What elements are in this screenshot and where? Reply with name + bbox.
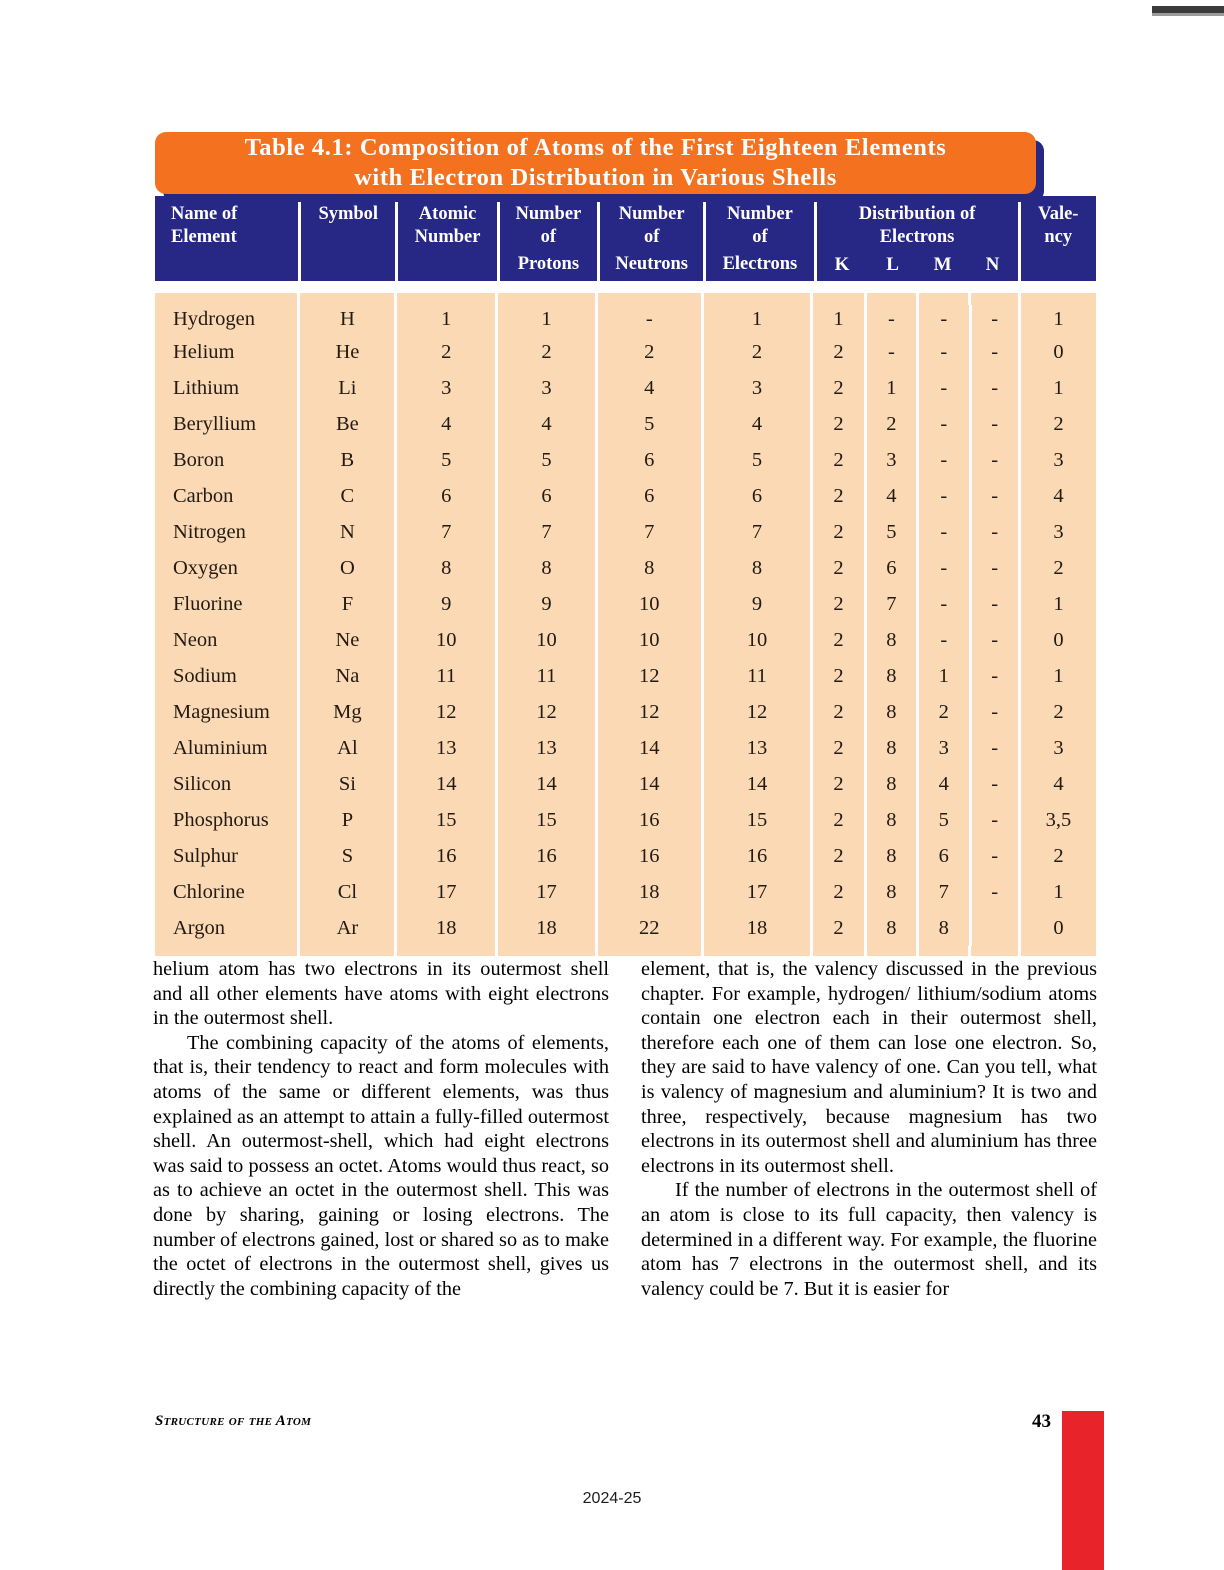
header-electrons-line2: of <box>752 227 768 247</box>
cell-l: 8 <box>867 766 916 802</box>
cell-name: Neon <box>155 622 297 658</box>
cell-valency: 1 <box>1021 305 1096 334</box>
header-number-of-protons <box>500 196 597 281</box>
cell-atomic: 14 <box>397 766 495 802</box>
cell-k: 2 <box>813 802 863 838</box>
right-paragraph-1: element, that is, the valency discussed in the previous chapter. For example, hydrogen/ lithium/sodium atoms contain one electron each in their outermost shell, therefore each one of them can lose one electron. So, they are said to have valency of one. Can you tell, what is valency of magnesium and aluminium? It is two and three, respectively, because magnesium has two electrons in its outermost shell and aluminium has three electrons in its outermost shell. <box>641 958 1097 1177</box>
cell-electrons: 14 <box>704 766 811 802</box>
cell-atomic: 16 <box>397 838 495 874</box>
cell-name: Chlorine <box>155 874 297 910</box>
cell-n: - <box>972 586 1018 622</box>
cell-valency: 3 <box>1021 730 1096 766</box>
cell-symbol: Ne <box>300 622 394 658</box>
cell-neutrons: 5 <box>598 406 701 442</box>
cell-atomic: 17 <box>397 874 495 910</box>
cell-m: - <box>919 586 968 622</box>
cell-valency: 3,5 <box>1021 802 1096 838</box>
cell-l: 4 <box>867 478 916 514</box>
cell-atomic: 1 <box>397 305 495 334</box>
cell-valency: 4 <box>1021 766 1096 802</box>
cell-protons: 5 <box>498 442 595 478</box>
table-title-line2: with Electron Distribution in Various Shells <box>354 164 837 191</box>
cell-l: 8 <box>867 658 916 694</box>
cell-atomic: 13 <box>397 730 495 766</box>
cell-valency: 1 <box>1021 586 1096 622</box>
footer-chapter-title: Structure of the Atom <box>155 1413 312 1429</box>
cell-neutrons: 18 <box>598 874 701 910</box>
cell-electrons: 16 <box>704 838 811 874</box>
cell-valency: 0 <box>1021 622 1096 658</box>
cell-l: 8 <box>867 802 916 838</box>
cell-name: Argon <box>155 910 297 946</box>
cell-protons: 3 <box>498 370 595 406</box>
cell-symbol: Be <box>300 406 394 442</box>
cell-name: Beryllium <box>155 406 297 442</box>
cell-l: 8 <box>867 622 916 658</box>
cell-atomic: 3 <box>397 370 495 406</box>
cell-l: 8 <box>867 730 916 766</box>
header-electrons-line3: Electrons <box>722 254 798 274</box>
cell-protons: 11 <box>498 658 595 694</box>
cell-m: 3 <box>919 730 968 766</box>
cell-n: - <box>972 514 1018 550</box>
cell-name: Nitrogen <box>155 514 297 550</box>
cell-name: Magnesium <box>155 694 297 730</box>
cell-k: 2 <box>813 370 863 406</box>
cell-k: 2 <box>813 586 863 622</box>
cell-k: 2 <box>813 658 863 694</box>
cell-protons: 10 <box>498 622 595 658</box>
table-row <box>155 586 1096 622</box>
cell-protons: 13 <box>498 730 595 766</box>
header-name-line2: Element <box>171 227 237 247</box>
cell-electrons: 11 <box>704 658 811 694</box>
cell-neutrons: 6 <box>598 478 701 514</box>
scan-artifact-bar-light <box>1152 13 1224 16</box>
cell-electrons: 9 <box>704 586 811 622</box>
cell-protons: 16 <box>498 838 595 874</box>
cell-k: 2 <box>813 442 863 478</box>
cell-valency: 2 <box>1021 406 1096 442</box>
header-distribution-of-electrons <box>817 196 1018 281</box>
cell-atomic: 5 <box>397 442 495 478</box>
cell-name: Helium <box>155 334 297 370</box>
cell-atomic: 18 <box>397 910 495 946</box>
cell-name: Aluminium <box>155 730 297 766</box>
footer-page-number: 43 <box>1032 1411 1051 1432</box>
cell-protons: 9 <box>498 586 595 622</box>
cell-m: - <box>919 334 968 370</box>
header-symbol <box>301 196 395 281</box>
header-valency-line2: ncy <box>1044 227 1073 247</box>
cell-m: 4 <box>919 766 968 802</box>
cell-neutrons: 10 <box>598 586 701 622</box>
cell-n <box>972 910 1018 946</box>
cell-valency: 3 <box>1021 442 1096 478</box>
table-row <box>155 838 1096 874</box>
table-body <box>155 281 1096 966</box>
table-row <box>155 730 1096 766</box>
cell-n: - <box>972 550 1018 586</box>
cell-electrons: 6 <box>704 478 811 514</box>
cell-symbol: Mg <box>300 694 394 730</box>
table-body-top-pad <box>155 293 1096 305</box>
header-distribution-line1: Distribution of <box>858 204 976 224</box>
cell-name: Hydrogen <box>155 305 297 334</box>
cell-k: 2 <box>813 838 863 874</box>
text-column-right <box>641 957 1097 1301</box>
cell-symbol: P <box>300 802 394 838</box>
cell-valency: 3 <box>1021 514 1096 550</box>
cell-k: 2 <box>813 406 863 442</box>
cell-name: Sulphur <box>155 838 297 874</box>
cell-atomic: 9 <box>397 586 495 622</box>
cell-l: - <box>867 305 916 334</box>
cell-atomic: 10 <box>397 622 495 658</box>
header-symbol-label: Symbol <box>318 204 379 224</box>
cell-atomic: 7 <box>397 514 495 550</box>
cell-electrons: 17 <box>704 874 811 910</box>
cell-neutrons: 12 <box>598 658 701 694</box>
header-number-of-electrons <box>706 196 813 281</box>
cell-electrons: 18 <box>704 910 811 946</box>
cell-valency: 0 <box>1021 910 1096 946</box>
cell-neutrons: 14 <box>598 766 701 802</box>
cell-n: - <box>972 658 1018 694</box>
cell-protons: 1 <box>498 305 595 334</box>
header-protons-line1: Number <box>515 204 582 224</box>
table-row <box>155 442 1096 478</box>
cell-k: 1 <box>813 305 863 334</box>
table-row <box>155 334 1096 370</box>
cell-n: - <box>972 766 1018 802</box>
article-body <box>153 957 1097 1301</box>
cell-protons: 4 <box>498 406 595 442</box>
cell-l: 1 <box>867 370 916 406</box>
cell-symbol: Li <box>300 370 394 406</box>
cell-l: 8 <box>867 910 916 946</box>
header-neutrons-line2: of <box>643 227 660 247</box>
cell-symbol: C <box>300 478 394 514</box>
cell-k: 2 <box>813 334 863 370</box>
cell-symbol: F <box>300 586 394 622</box>
table-row <box>155 802 1096 838</box>
cell-electrons: 7 <box>704 514 811 550</box>
cell-k: 2 <box>813 730 863 766</box>
table-4-1 <box>155 132 1096 966</box>
cell-neutrons: 6 <box>598 442 701 478</box>
left-paragraph-2: The combining capacity of the atoms of elements, that is, their tendency to react and form molecules with atoms of the same or different elements, was thus explained as an attempt to attain a fully-filled outermost shell. An outermost-shell, which had eight electrons was said to possess an octet. Atoms would thus react, so as to achieve an octet in the outermost shell. This was done by sharing, gaining or losing electrons. The number of electrons gained, lost or shared so as to make the octet of electrons in the outermost shell, gives us directly the combining capacity of the <box>153 1031 609 1300</box>
cell-atomic: 8 <box>397 550 495 586</box>
cell-protons: 12 <box>498 694 595 730</box>
table-row <box>155 694 1096 730</box>
cell-atomic: 2 <box>397 334 495 370</box>
cell-protons: 2 <box>498 334 595 370</box>
cell-symbol: Na <box>300 658 394 694</box>
cell-symbol: Al <box>300 730 394 766</box>
cell-n: - <box>972 442 1018 478</box>
cell-valency: 2 <box>1021 694 1096 730</box>
cell-m: - <box>919 305 968 334</box>
cell-m: - <box>919 370 968 406</box>
table-row <box>155 874 1096 910</box>
cell-n: - <box>972 622 1018 658</box>
header-name-of-element <box>155 196 298 281</box>
cell-l: 7 <box>867 586 916 622</box>
cell-electrons: 4 <box>704 406 811 442</box>
cell-neutrons: 22 <box>598 910 701 946</box>
cell-k: 2 <box>813 622 863 658</box>
cell-valency: 1 <box>1021 370 1096 406</box>
cell-l: 2 <box>867 406 916 442</box>
cell-symbol: He <box>300 334 394 370</box>
cell-l: - <box>867 334 916 370</box>
table-row <box>155 478 1096 514</box>
cell-m: - <box>919 622 968 658</box>
cell-name: Carbon <box>155 478 297 514</box>
table-body-bottom-pad <box>155 946 1096 956</box>
cell-valency: 4 <box>1021 478 1096 514</box>
header-distribution-line2: Electrons <box>879 227 955 247</box>
cell-neutrons: 14 <box>598 730 701 766</box>
cell-protons: 6 <box>498 478 595 514</box>
header-neutrons-line3: Neutrons <box>615 254 688 274</box>
cell-electrons: 10 <box>704 622 811 658</box>
scan-artifact-bar <box>1152 6 1224 13</box>
cell-atomic: 6 <box>397 478 495 514</box>
table-title-wrapper <box>155 132 1036 194</box>
cell-protons: 17 <box>498 874 595 910</box>
cell-electrons: 12 <box>704 694 811 730</box>
cell-valency: 1 <box>1021 658 1096 694</box>
cell-protons: 7 <box>498 514 595 550</box>
cell-symbol: Cl <box>300 874 394 910</box>
header-valency-line1: Vale- <box>1038 204 1079 224</box>
table-row <box>155 305 1096 334</box>
cell-atomic: 4 <box>397 406 495 442</box>
cell-m: 7 <box>919 874 968 910</box>
cell-name: Phosphorus <box>155 802 297 838</box>
cell-m: - <box>919 478 968 514</box>
cell-protons: 14 <box>498 766 595 802</box>
cell-atomic: 11 <box>397 658 495 694</box>
cell-neutrons: 7 <box>598 514 701 550</box>
cell-l: 5 <box>867 514 916 550</box>
cell-n: - <box>972 838 1018 874</box>
cell-l: 8 <box>867 838 916 874</box>
header-shell-l: L <box>886 254 899 275</box>
table-title <box>155 132 1036 194</box>
cell-name: Lithium <box>155 370 297 406</box>
cell-atomic: 12 <box>397 694 495 730</box>
text-column-left <box>153 957 609 1301</box>
header-shell-n: N <box>985 254 1000 275</box>
cell-neutrons: 4 <box>598 370 701 406</box>
table-row <box>155 658 1096 694</box>
cell-m: 1 <box>919 658 968 694</box>
cell-neutrons: 10 <box>598 622 701 658</box>
cell-neutrons: 2 <box>598 334 701 370</box>
cell-n: - <box>972 305 1018 334</box>
cell-n: - <box>972 478 1018 514</box>
cell-name: Oxygen <box>155 550 297 586</box>
cell-n: - <box>972 406 1018 442</box>
header-atomic-line2: Number <box>414 227 481 247</box>
cell-l: 3 <box>867 442 916 478</box>
table-row <box>155 406 1096 442</box>
header-name-line1: Name of <box>171 204 238 224</box>
cell-m: - <box>919 442 968 478</box>
cell-m: 2 <box>919 694 968 730</box>
cell-k: 2 <box>813 874 863 910</box>
header-number-of-neutrons <box>600 196 703 281</box>
cell-symbol: B <box>300 442 394 478</box>
right-paragraph-2: If the number of electrons in the outermost shell of an atom is close to its full capacity, then valency is determined in a different way. For example, the fluorine atom has 7 electrons in the outermost shell, and its valency could be 7. But it is easier for <box>641 1179 1097 1300</box>
cell-name: Fluorine <box>155 586 297 622</box>
cell-neutrons: 12 <box>598 694 701 730</box>
header-atomic-number <box>398 196 496 281</box>
cell-name: Boron <box>155 442 297 478</box>
cell-protons: 18 <box>498 910 595 946</box>
table-row <box>155 910 1096 946</box>
cell-name: Silicon <box>155 766 297 802</box>
cell-m: - <box>919 406 968 442</box>
header-valency <box>1021 196 1096 281</box>
cell-electrons: 5 <box>704 442 811 478</box>
cell-symbol: S <box>300 838 394 874</box>
cell-l: 8 <box>867 874 916 910</box>
cell-symbol: Ar <box>300 910 394 946</box>
cell-electrons: 13 <box>704 730 811 766</box>
cell-valency: 2 <box>1021 838 1096 874</box>
cell-k: 2 <box>813 694 863 730</box>
header-protons-line3: Protons <box>517 254 580 274</box>
table-row <box>155 622 1096 658</box>
cell-electrons: 8 <box>704 550 811 586</box>
cell-l: 6 <box>867 550 916 586</box>
cell-electrons: 2 <box>704 334 811 370</box>
cell-n: - <box>972 802 1018 838</box>
table-row <box>155 370 1096 406</box>
cell-m: 6 <box>919 838 968 874</box>
cell-k: 2 <box>813 478 863 514</box>
cell-electrons: 1 <box>704 305 811 334</box>
header-neutrons-line1: Number <box>618 204 685 224</box>
header-shell-m: M <box>933 254 952 275</box>
table-row <box>155 550 1096 586</box>
cell-symbol: H <box>300 305 394 334</box>
table-row <box>155 766 1096 802</box>
cell-electrons: 15 <box>704 802 811 838</box>
cell-neutrons: 16 <box>598 838 701 874</box>
table-row <box>155 514 1096 550</box>
cell-n: - <box>972 730 1018 766</box>
cell-k: 2 <box>813 766 863 802</box>
cell-symbol: Si <box>300 766 394 802</box>
cell-neutrons: - <box>598 305 701 334</box>
cell-m: 5 <box>919 802 968 838</box>
cell-symbol: N <box>300 514 394 550</box>
cell-l: 8 <box>867 694 916 730</box>
header-shell-k: K <box>834 254 850 275</box>
table-title-line1: Table 4.1: Composition of Atoms of the First Eighteen Elements <box>244 134 947 161</box>
left-paragraph-1: helium atom has two electrons in its outermost shell and all other elements have atoms with eight electrons in the outermost shell. <box>153 958 609 1030</box>
cell-n: - <box>972 694 1018 730</box>
cell-atomic: 15 <box>397 802 495 838</box>
cell-neutrons: 16 <box>598 802 701 838</box>
cell-n: - <box>972 874 1018 910</box>
cell-valency: 0 <box>1021 334 1096 370</box>
cell-m: - <box>919 514 968 550</box>
cell-valency: 2 <box>1021 550 1096 586</box>
cell-m: - <box>919 550 968 586</box>
cell-k: 2 <box>813 514 863 550</box>
footer-year-stamp: 2024-25 <box>582 1490 642 1507</box>
cell-n: - <box>972 334 1018 370</box>
cell-electrons: 3 <box>704 370 811 406</box>
table-header-row <box>155 196 1096 281</box>
cell-k: 2 <box>813 910 863 946</box>
cell-protons: 15 <box>498 802 595 838</box>
header-protons-line2: of <box>540 227 557 247</box>
cell-name: Sodium <box>155 658 297 694</box>
cell-protons: 8 <box>498 550 595 586</box>
header-shell-subrow <box>817 254 1018 281</box>
cell-symbol: O <box>300 550 394 586</box>
cell-neutrons: 8 <box>598 550 701 586</box>
cell-valency: 1 <box>1021 874 1096 910</box>
header-atomic-line1: Atomic <box>418 204 477 224</box>
header-electrons-line1: Number <box>727 204 793 224</box>
cell-k: 2 <box>813 550 863 586</box>
cell-m: 8 <box>919 910 968 946</box>
cell-n: - <box>972 370 1018 406</box>
